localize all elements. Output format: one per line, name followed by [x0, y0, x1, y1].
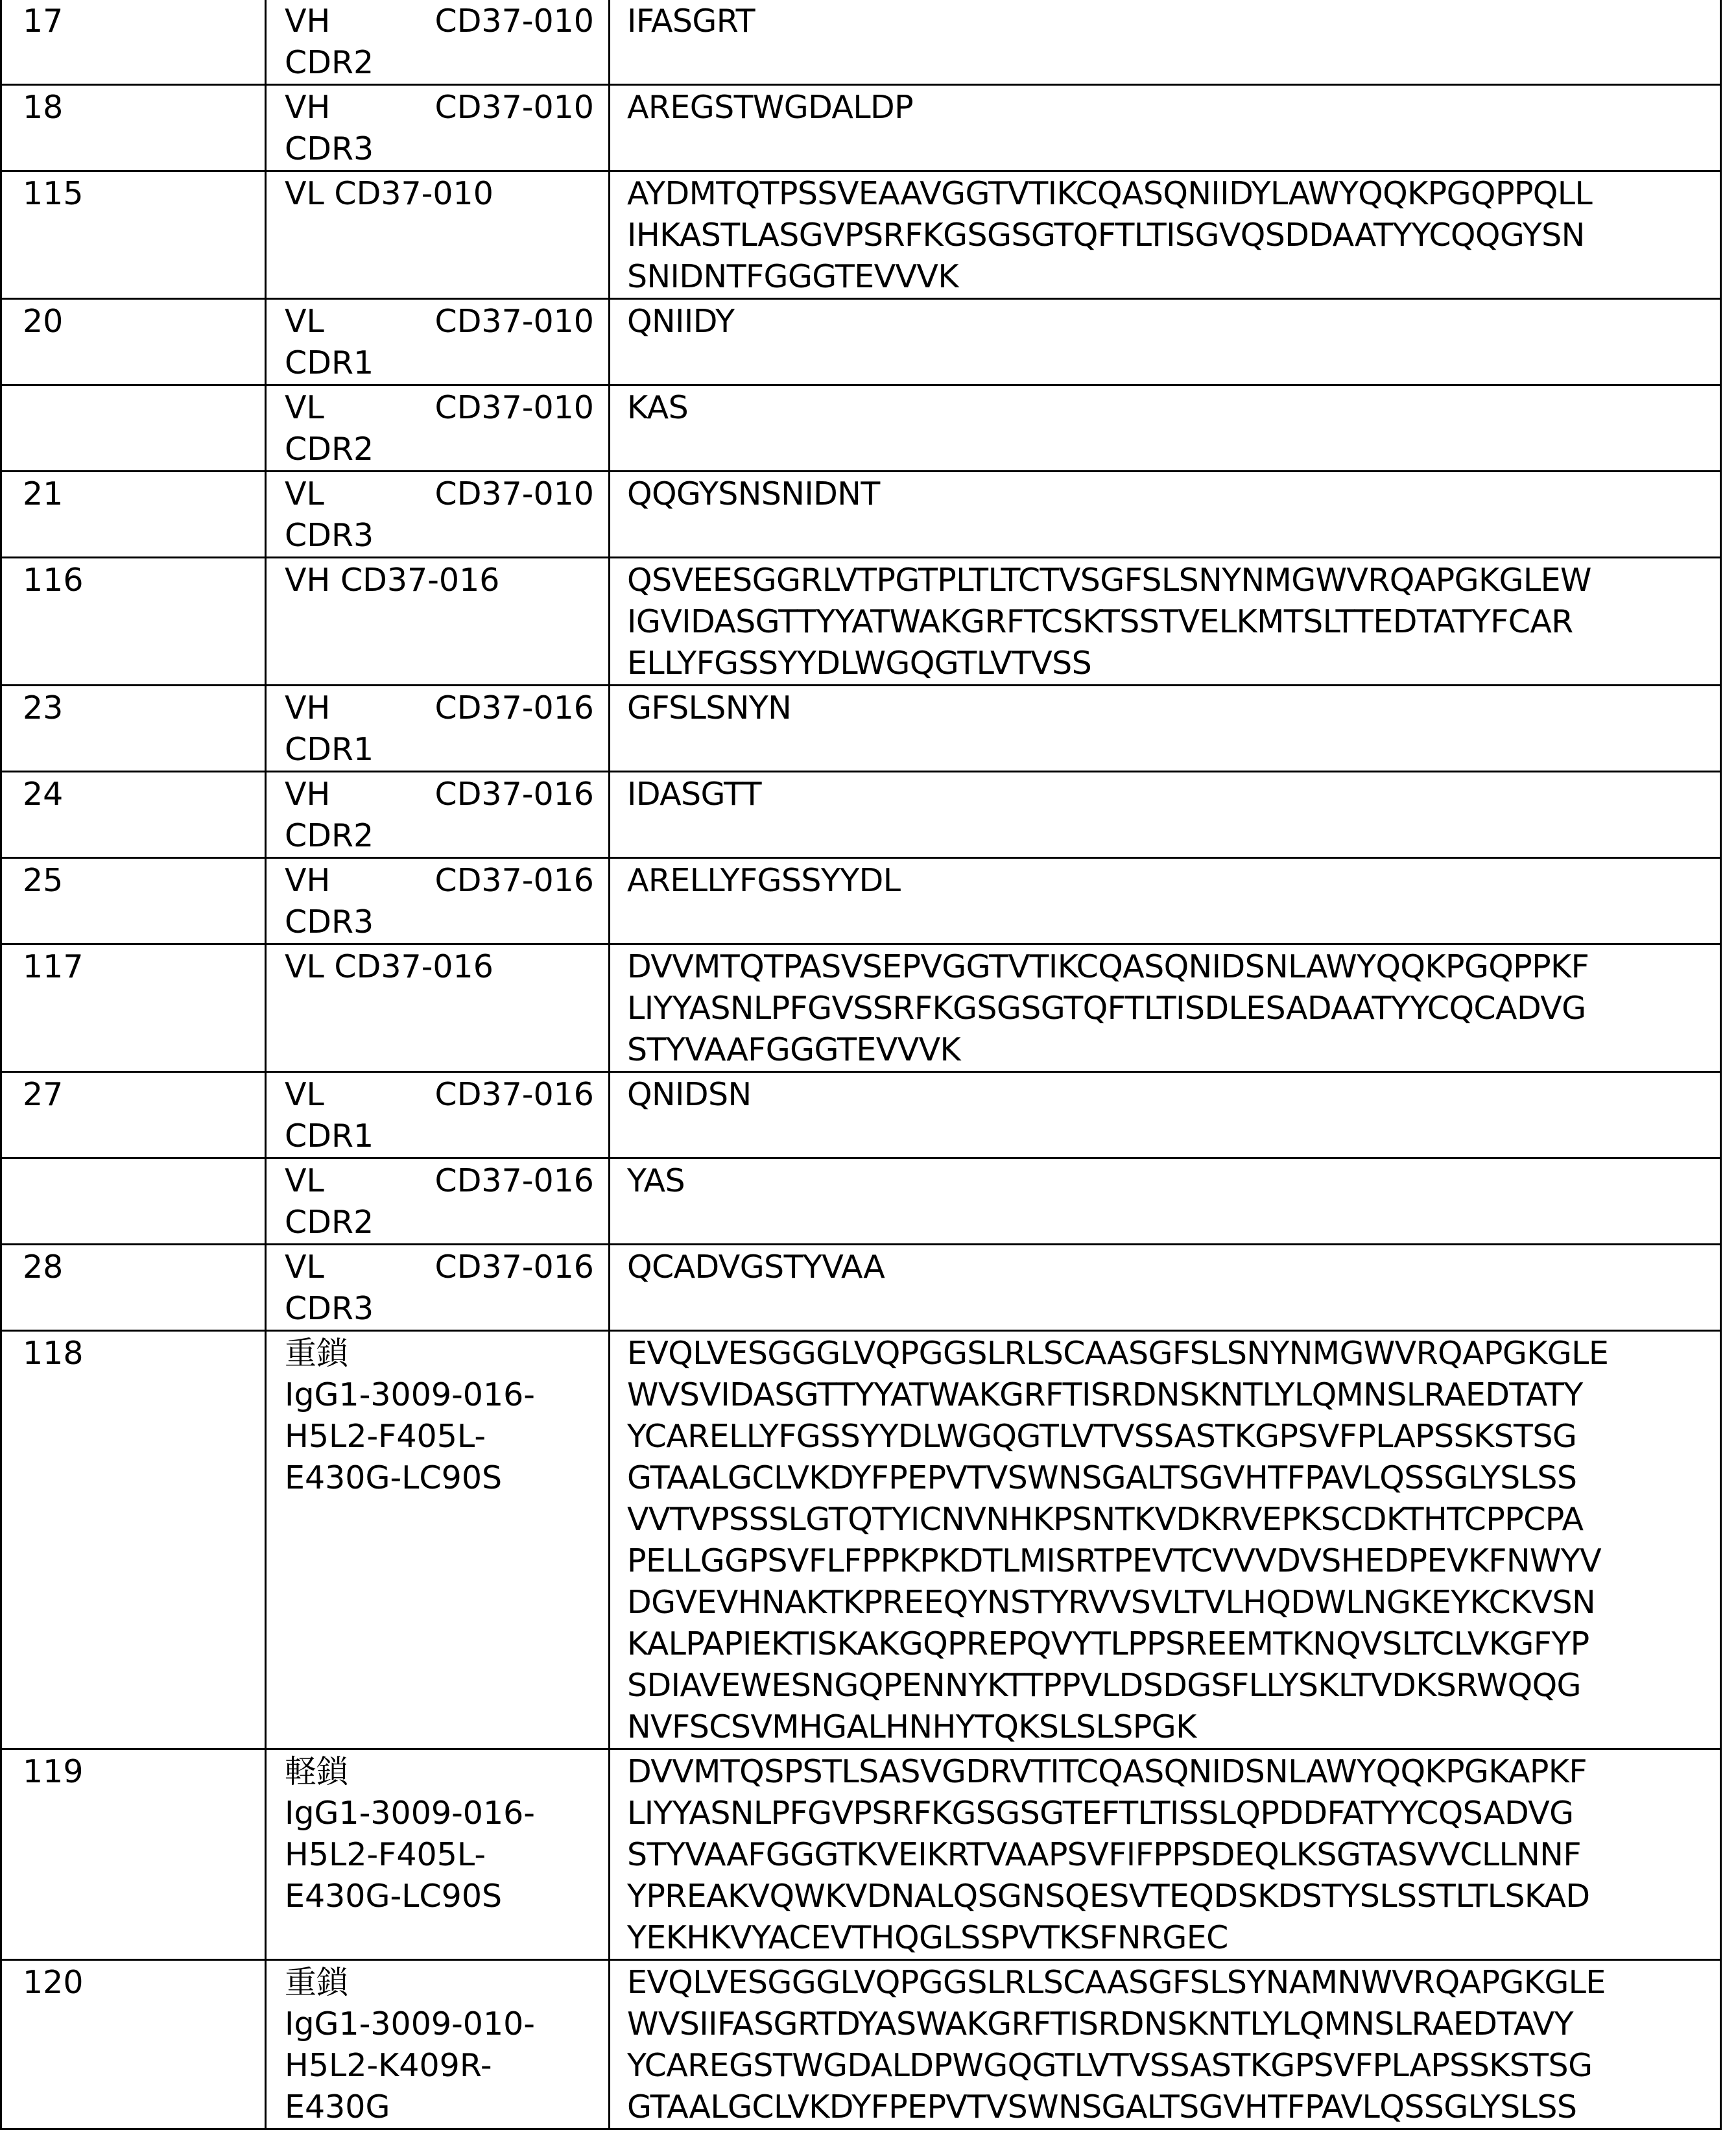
table-row	[1, 85, 1721, 171]
seq-id-cell: 116	[1, 558, 266, 686]
sequence-cell	[610, 686, 1721, 772]
sequence-cell	[610, 1245, 1721, 1331]
sequence-line: KALPAPIEKTISKAKGQPREPQVYTLPPSREEMTKNQVSLTCLVKGFYP	[627, 1623, 1720, 1665]
sequence-line: YPREAKVQWKVDNALQSGNSQESVTEQDSKDSTYSLSSTLTLSKAD	[627, 1876, 1720, 1917]
antibody-name: CD37-016	[434, 1074, 594, 1116]
sequence-line: KAS	[627, 387, 1720, 429]
description-line: H5L2-F405L-	[285, 1416, 594, 1457]
cdr-label: CDR1	[285, 1116, 594, 1157]
seq-id-cell: 118	[1, 1331, 266, 1749]
description-line: VL CD37-016	[285, 946, 594, 988]
antibody-name: CD37-010	[434, 387, 594, 429]
seq-id-cell: 23	[1, 686, 266, 772]
chain-type: VH	[285, 860, 330, 902]
table-row	[1, 1960, 1721, 2129]
sequence-cell	[610, 85, 1721, 171]
antibody-name: CD37-016	[434, 688, 594, 729]
sequence-line: NVFSCSVMHGALHNHYTQKSLSLSPGK	[627, 1706, 1720, 1748]
sequence-cell	[610, 1072, 1721, 1158]
cdr-label: CDR3	[285, 128, 594, 170]
sequence-line: AYDMTQTPSSVEAAVGGTVTIKCQASQNIIDYLAWYQQKPGQPPQLL	[627, 173, 1720, 215]
sequence-line: SNIDNTFGGGTEVVVK	[627, 256, 1720, 298]
chain-type: VH	[285, 688, 330, 729]
cdr-label: CDR2	[285, 1202, 594, 1243]
description-cell	[266, 385, 610, 472]
description-cell	[266, 944, 610, 1072]
sequence-line: YAS	[627, 1160, 1720, 1202]
sequence-line: AREGSTWGDALDP	[627, 87, 1720, 128]
seq-id-cell: 21	[1, 472, 266, 558]
description-cell	[266, 686, 610, 772]
sequence-line: GTAALGCLVKDYFPEPVTVSWNSGALTSGVHTFPAVLQSSGLYSLSS	[627, 2087, 1720, 2128]
description-cell	[266, 1749, 610, 1960]
sequence-line: GTAALGCLVKDYFPEPVTVSWNSGALTSGVHTFPAVLQSSGLYSLSS	[627, 1457, 1720, 1499]
sequence-cell	[610, 299, 1721, 385]
sequence-line: YEKHKVYACEVTHQGLSSPVTKSFNRGEC	[627, 1917, 1720, 1959]
description-cell	[266, 299, 610, 385]
seq-id-cell: 117	[1, 944, 266, 1072]
description-cell	[266, 858, 610, 944]
seq-id-cell	[1, 1158, 266, 1245]
table-row	[1, 558, 1721, 686]
sequence-cell	[610, 558, 1721, 686]
sequence-line: IFASGRT	[627, 1, 1720, 42]
sequence-line: QNIIDY	[627, 301, 1720, 342]
sequence-line: LIYYASNLPFGVSSRFKGSGSGTQFTLTISDLESADAATYYCQCADVG	[627, 988, 1720, 1029]
chain-type: VH	[285, 87, 330, 128]
description-line	[285, 688, 594, 729]
sequence-line: SDIAVEWESNGQPENNYKTTPPVLDSDGSFLLYSKLTVDKSRWQQG	[627, 1665, 1720, 1706]
antibody-name: CD37-016	[434, 1247, 594, 1288]
table-row	[1, 1245, 1721, 1331]
sequence-line: STYVAAFGGGTEVVVK	[627, 1029, 1720, 1071]
sequence-line: IGVIDASGTTYYATWAKGRFTCSKTSSTVELKMTSLTTEDTATYFCAR	[627, 601, 1720, 643]
table-row	[1, 1158, 1721, 1245]
sequence-cell	[610, 944, 1721, 1072]
description-line: E430G-LC90S	[285, 1876, 594, 1917]
seq-id-cell: 18	[1, 85, 266, 171]
sequence-line: LIYYASNLPFGVPSRFKGSGSGTEFTLTISSLQPDDFATYYCQSADVG	[627, 1793, 1720, 1834]
description-cell	[266, 1158, 610, 1245]
table-row	[1, 858, 1721, 944]
description-line	[285, 774, 594, 815]
sequence-line: WVSIIFASGRTDYASWAKGRFTISRDNSKNTLYLQMNSLRAEDTAVY	[627, 2004, 1720, 2045]
sequence-line: IHKASTLASGVPSRFKGSGSGTQFTLTISGVQSDDAATYYCQQGYSN	[627, 215, 1720, 256]
chain-type: VH	[285, 1, 330, 42]
seq-id-cell	[1, 385, 266, 472]
seq-id-cell: 17	[1, 0, 266, 85]
chain-type: VL	[285, 301, 324, 342]
table-row	[1, 0, 1721, 85]
sequence-cell	[610, 171, 1721, 299]
description-line: E430G-LC90S	[285, 1457, 594, 1499]
description-cell	[266, 1072, 610, 1158]
antibody-name: CD37-010	[434, 1, 594, 42]
sequence-cell	[610, 0, 1721, 85]
sequence-table-body	[1, 0, 1721, 2129]
antibody-name: CD37-010	[434, 301, 594, 342]
description-line: VL CD37-010	[285, 173, 594, 215]
sequence-line: IDASGTT	[627, 774, 1720, 815]
sequence-line: STYVAAFGGGTKVEIKRTVAAPSVFIFPPSDEQLKSGTASVVCLLNNF	[627, 1834, 1720, 1876]
sequence-table	[0, 0, 1722, 2130]
sequence-cell	[610, 385, 1721, 472]
description-line: 重鎖	[285, 1333, 594, 1374]
antibody-name: CD37-016	[434, 1160, 594, 1202]
sequence-line: DVVMTQSPSTLSASVGDRVTITCQASQNIDSNLAWYQQKPGKAPKF	[627, 1751, 1720, 1793]
description-line: 重鎖	[285, 1962, 594, 2004]
sequence-line: PELLGGPSVFLFPPKPKDTLMISRTPEVTCVVVDVSHEDPEVKFNWYV	[627, 1540, 1720, 1582]
sequence-line: QQGYSNSNIDNT	[627, 473, 1720, 515]
sequence-cell	[610, 472, 1721, 558]
description-cell	[266, 1331, 610, 1749]
description-line	[285, 1247, 594, 1288]
sequence-cell	[610, 1158, 1721, 1245]
description-line: IgG1-3009-010-	[285, 2004, 594, 2045]
description-cell	[266, 558, 610, 686]
description-line	[285, 860, 594, 902]
table-row	[1, 299, 1721, 385]
table-row	[1, 1749, 1721, 1960]
cdr-label: CDR3	[285, 515, 594, 556]
description-line: IgG1-3009-016-	[285, 1793, 594, 1834]
sequence-cell	[610, 1331, 1721, 1749]
table-row	[1, 686, 1721, 772]
description-line: 軽鎖	[285, 1751, 594, 1793]
cdr-label: CDR2	[285, 42, 594, 84]
description-line: VH CD37-016	[285, 560, 594, 601]
cdr-label: CDR2	[285, 429, 594, 470]
chain-type: VH	[285, 774, 330, 815]
antibody-name: CD37-016	[434, 774, 594, 815]
description-line	[285, 1, 594, 42]
description-line: H5L2-F405L-	[285, 1834, 594, 1876]
description-line: H5L2-K409R-	[285, 2045, 594, 2087]
sequence-line: DVVMTQTPASVSEPVGGTVTIKCQASQNIDSNLAWYQQKPGQPPKF	[627, 946, 1720, 988]
sequence-line: QCADVGSTYVAA	[627, 1247, 1720, 1288]
sequence-line: VVTVPSSSLGTQTYICNVNHKPSNTKVDKRVEPKSCDKTHTCPPCPA	[627, 1499, 1720, 1540]
seq-id-cell: 24	[1, 772, 266, 858]
sequence-line: WVSVIDASGTTYYATWAKGRFTISRDNSKNTLYLQMNSLRAEDTATY	[627, 1374, 1720, 1416]
description-line: IgG1-3009-016-	[285, 1374, 594, 1416]
sequence-line: YCAREGSTWGDALDPWGQGTLVTVSSASTKGPSVFPLAPSSKSTSG	[627, 2045, 1720, 2087]
description-cell	[266, 772, 610, 858]
description-line	[285, 387, 594, 429]
table-row	[1, 1331, 1721, 1749]
seq-id-cell: 115	[1, 171, 266, 299]
cdr-label: CDR3	[285, 1288, 594, 1330]
description-cell	[266, 171, 610, 299]
seq-id-cell: 28	[1, 1245, 266, 1331]
table-row	[1, 944, 1721, 1072]
table-row	[1, 1072, 1721, 1158]
chain-type: VL	[285, 1160, 324, 1202]
seq-id-cell: 119	[1, 1749, 266, 1960]
antibody-name: CD37-010	[434, 87, 594, 128]
cdr-label: CDR1	[285, 729, 594, 771]
description-line: E430G	[285, 2087, 594, 2128]
sequence-line: QSVEESGGRLVTPGTPLTLTCTVSGFSLSNYNMGWVRQAPGKGLEW	[627, 560, 1720, 601]
antibody-name: CD37-016	[434, 860, 594, 902]
sequence-line: EVQLVESGGGLVQPGGSLRLSCAASGFSLSNYNMGWVRQAPGKGLE	[627, 1333, 1720, 1374]
sequence-line: GFSLSNYN	[627, 688, 1720, 729]
table-row	[1, 772, 1721, 858]
chain-type: VL	[285, 473, 324, 515]
description-line	[285, 301, 594, 342]
description-line	[285, 87, 594, 128]
description-line	[285, 1160, 594, 1202]
description-line	[285, 1074, 594, 1116]
table-row	[1, 171, 1721, 299]
cdr-label: CDR2	[285, 815, 594, 857]
sequence-line: QNIDSN	[627, 1074, 1720, 1116]
chain-type: VL	[285, 1247, 324, 1288]
seq-id-cell: 27	[1, 1072, 266, 1158]
sequence-line: ELLYFGSSYYDLWGQGTLVTVSS	[627, 643, 1720, 684]
description-cell	[266, 0, 610, 85]
sequence-cell	[610, 772, 1721, 858]
description-cell	[266, 472, 610, 558]
antibody-name: CD37-010	[434, 473, 594, 515]
chain-type: VL	[285, 387, 324, 429]
chain-type: VL	[285, 1074, 324, 1116]
sequence-line: YCARELLYFGSSYYDLWGQGTLVTVSSASTKGPSVFPLAPSSKSTSG	[627, 1416, 1720, 1457]
sequence-cell	[610, 1749, 1721, 1960]
sequence-cell	[610, 1960, 1721, 2129]
description-cell	[266, 1960, 610, 2129]
table-row	[1, 385, 1721, 472]
sequence-cell	[610, 858, 1721, 944]
cdr-label: CDR3	[285, 902, 594, 943]
sequence-line: ARELLYFGSSYYDL	[627, 860, 1720, 902]
sequence-line: EVQLVESGGGLVQPGGSLRLSCAASGFSLSYNAMNWVRQAPGKGLE	[627, 1962, 1720, 2004]
seq-id-cell: 25	[1, 858, 266, 944]
seq-id-cell: 120	[1, 1960, 266, 2129]
seq-id-cell: 20	[1, 299, 266, 385]
description-cell	[266, 1245, 610, 1331]
sequence-line: DGVEVHNAKTKPREEQYNSTYRVVSVLTVLHQDWLNGKEYKCKVSN	[627, 1582, 1720, 1623]
cdr-label: CDR1	[285, 342, 594, 384]
description-cell	[266, 85, 610, 171]
description-line	[285, 473, 594, 515]
table-row	[1, 472, 1721, 558]
